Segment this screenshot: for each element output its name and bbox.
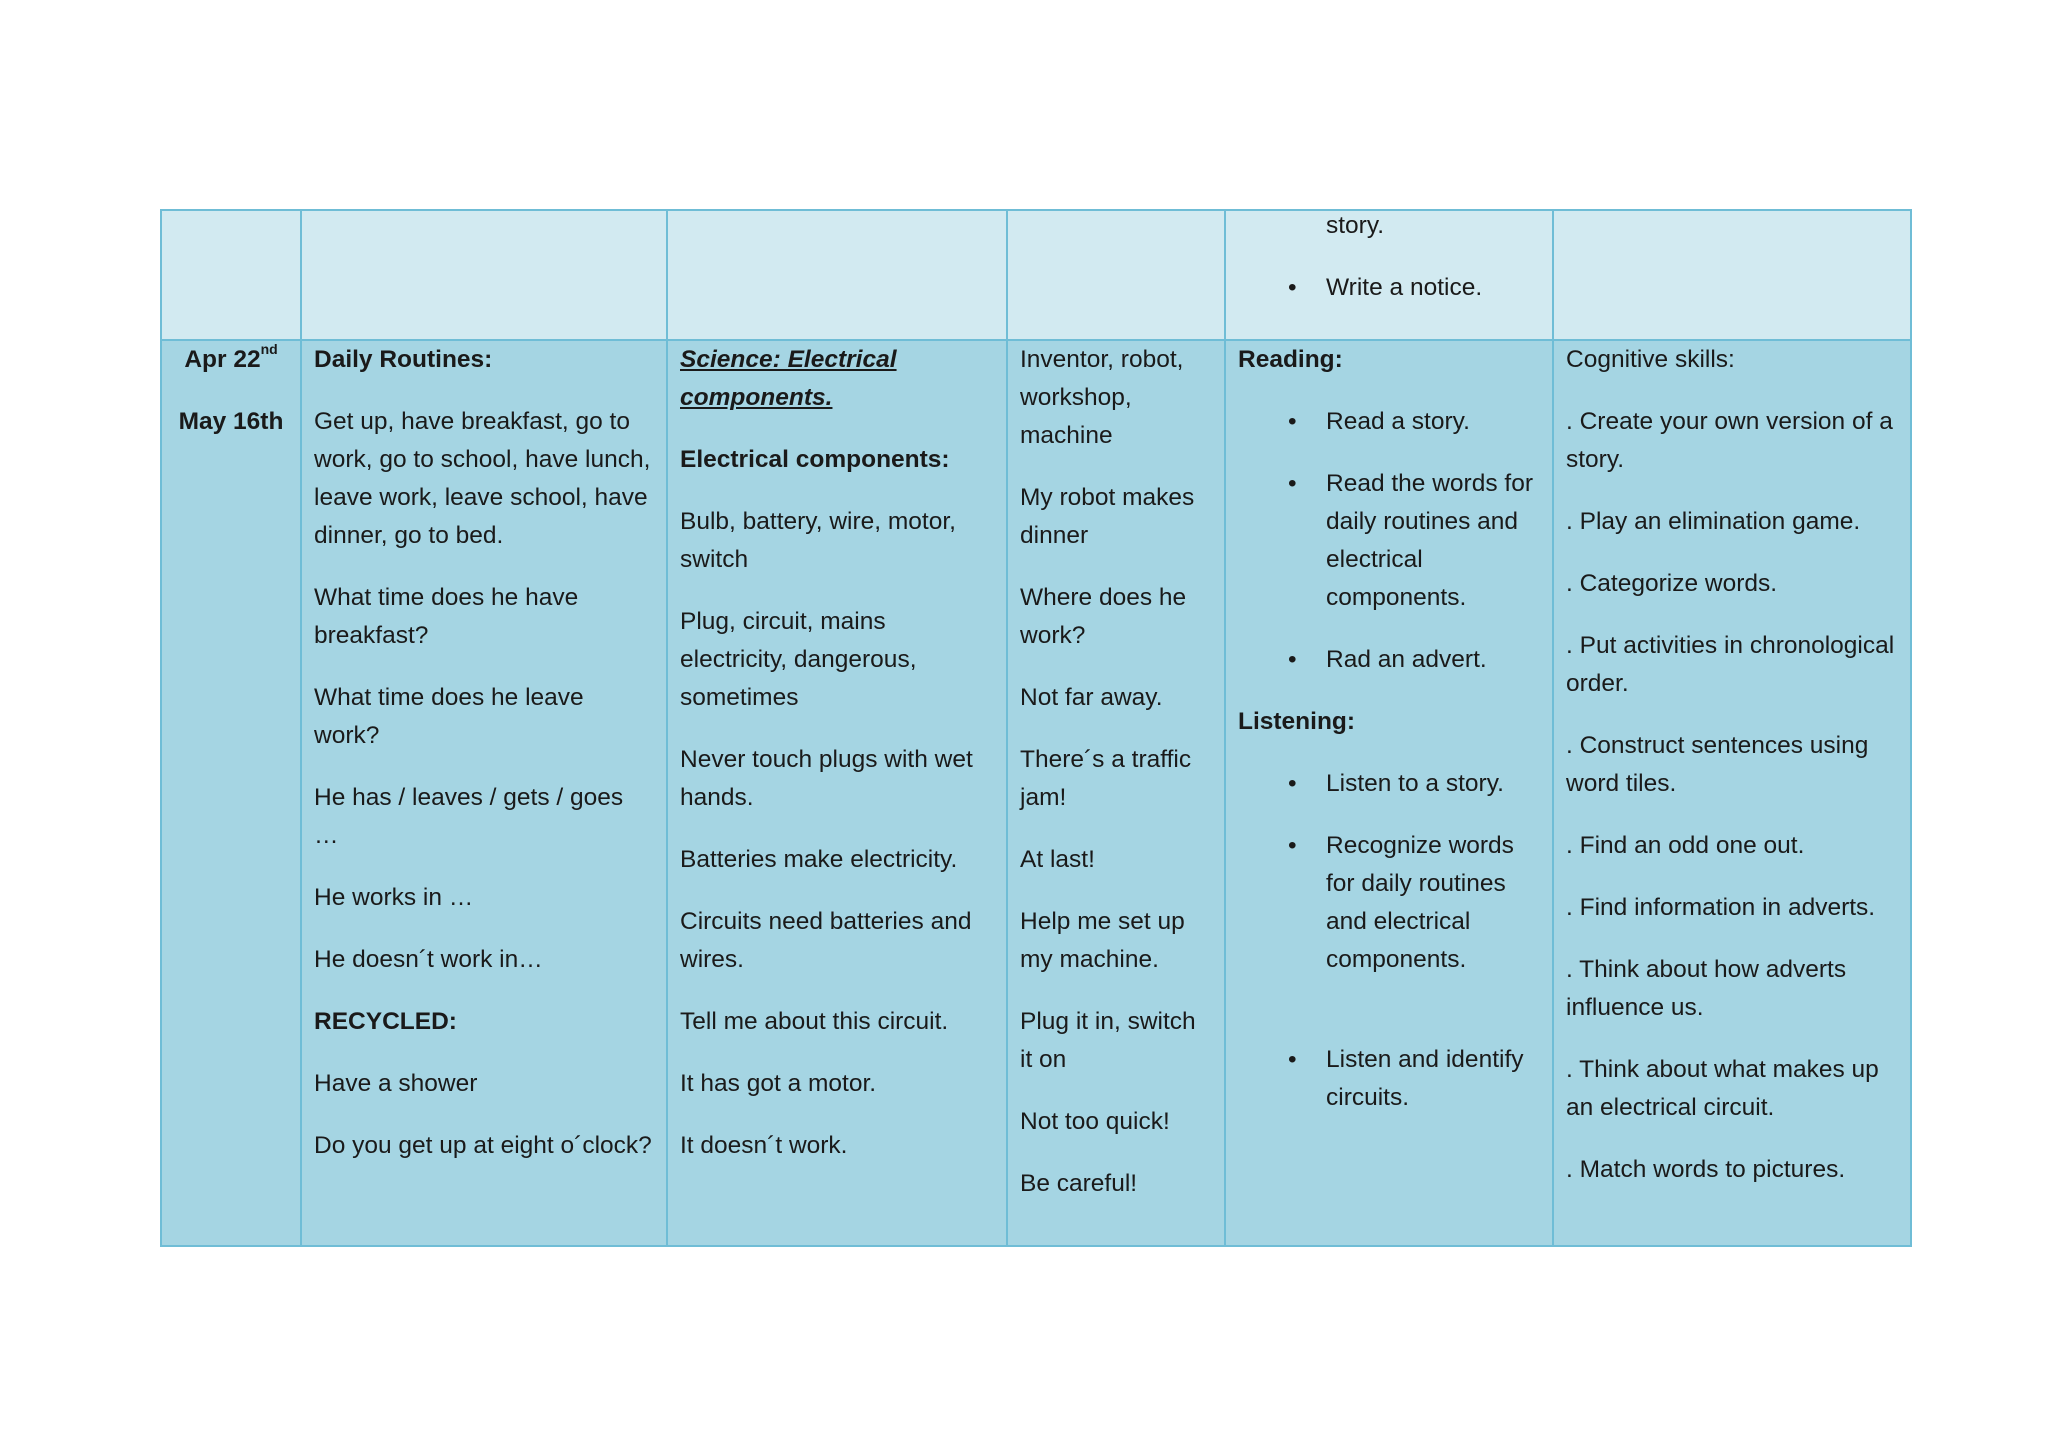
science-line: It doesn´t work. <box>680 1132 848 1159</box>
language-cell-top <box>1007 210 1225 340</box>
cognitive-item: . Construct sentences using word tiles. <box>1566 732 1869 797</box>
routines-line: He has / leaves / gets / goes … <box>314 784 624 849</box>
skills-cell <box>1225 340 1553 1246</box>
bullet-text: Write a notice. <box>1326 274 1483 301</box>
recycled-line: Have a shower <box>314 1070 478 1097</box>
cognitive-item: . Categorize words. <box>1566 570 1778 597</box>
science-line: Circuits need batteries and wires. <box>680 908 972 973</box>
cognitive-cell-top <box>1553 210 1911 340</box>
language-line: Inventor, robot, workshop, machine <box>1020 346 1184 449</box>
science-line: Plug, circuit, mains electricity, dangerous, sometimes <box>680 608 917 711</box>
cognitive-item: . Think about how adverts influence us. <box>1566 956 1847 1021</box>
skills-cell-top <box>1225 210 1553 340</box>
cognitive-cell <box>1553 340 1911 1246</box>
science-cell-top <box>667 210 1007 340</box>
routines-cell <box>301 340 667 1246</box>
routines-line: What time does he have breakfast? <box>314 584 579 649</box>
language-line: Be careful! <box>1020 1170 1138 1197</box>
bullet-icon: • <box>1288 274 1297 301</box>
date-cell <box>161 340 301 1246</box>
end-date: May 16th <box>178 408 284 435</box>
bullet-icon: • <box>1288 1046 1297 1073</box>
cognitive-item: . Find an odd one out. <box>1566 832 1805 859</box>
list-item <box>1238 269 1540 307</box>
routines-line: He doesn´t work in… <box>314 946 543 973</box>
routines-cell-top <box>301 210 667 340</box>
language-line: My robot makes dinner <box>1020 484 1195 549</box>
language-line: Not far away. <box>1020 684 1163 711</box>
science-heading: Science: Electrical components. <box>680 346 897 411</box>
language-cell <box>1007 340 1225 1246</box>
language-line: Where does he work? <box>1020 584 1187 649</box>
science-line: Tell me about this circuit. <box>680 1008 949 1035</box>
date-cell-top <box>161 210 301 340</box>
bullet-icon: • <box>1288 470 1297 497</box>
cognitive-item: . Match words to pictures. <box>1566 1156 1846 1183</box>
science-cell <box>667 340 1007 1246</box>
listening-heading: Listening: <box>1238 708 1356 735</box>
routines-line: What time does he leave work? <box>314 684 584 749</box>
routines-heading: Daily Routines: <box>314 346 493 373</box>
routines-line: Get up, have breakfast, go to work, go to school, have lunch, leave work, leave school, have dinner, go to bed. <box>314 408 651 549</box>
science-subheading: Electrical components: <box>680 446 950 473</box>
list-item: • Listen and identify circuits. <box>1238 1041 1540 1117</box>
recycled-heading: RECYCLED: <box>314 1008 457 1035</box>
cognitive-item: . Play an elimination game. <box>1566 508 1861 535</box>
bullet-icon: • <box>1288 646 1297 673</box>
bullet-icon: • <box>1288 408 1297 435</box>
cognitive-item: . Create your own version of a story. <box>1566 408 1893 473</box>
list-item: • Read a story. <box>1238 403 1540 441</box>
language-line: Not too quick! <box>1020 1108 1170 1135</box>
bullet-icon: • <box>1288 770 1297 797</box>
list-item: • Listen to a story. <box>1238 765 1540 803</box>
routines-line: He works in … <box>314 884 474 911</box>
reading-heading: Reading: <box>1238 346 1343 373</box>
cognitive-item: . Think about what makes up an electrical circuit. <box>1566 1056 1879 1121</box>
language-line: Plug it in, switch it on <box>1020 1008 1196 1073</box>
language-line: At last! <box>1020 846 1095 873</box>
recycled-line: Do you get up at eight o´clock? <box>314 1132 652 1159</box>
cognitive-item: . Find information in adverts. <box>1566 894 1876 921</box>
table-row-main <box>161 340 1911 1246</box>
cognitive-item: . Put activities in chronological order. <box>1566 632 1895 697</box>
language-line: Help me set up my machine. <box>1020 908 1185 973</box>
list-item: • Rad an advert. <box>1238 641 1540 679</box>
cognitive-heading: Cognitive skills: <box>1566 346 1735 373</box>
science-line: Bulb, battery, wire, motor, switch <box>680 508 956 573</box>
start-date: Apr 22nd <box>184 340 278 373</box>
language-line: There´s a traffic jam! <box>1020 746 1192 811</box>
list-item: • Read the words for daily routines and electrical components. <box>1238 465 1540 617</box>
bullet-icon: • <box>1288 832 1297 859</box>
list-item: • Recognize words for daily routines and electrical components. <box>1238 827 1540 979</box>
top-bullet-list <box>1238 269 1540 307</box>
table-row-top <box>161 210 1911 340</box>
science-line: It has got a motor. <box>680 1070 877 1097</box>
reading-continued-text: story. <box>1326 212 1385 239</box>
lesson-plan-table <box>160 209 1912 1247</box>
science-line: Never touch plugs with wet hands. <box>680 746 973 811</box>
reading-list <box>1238 403 1540 679</box>
listening-list <box>1238 765 1540 1117</box>
science-line: Batteries make electricity. <box>680 846 958 873</box>
